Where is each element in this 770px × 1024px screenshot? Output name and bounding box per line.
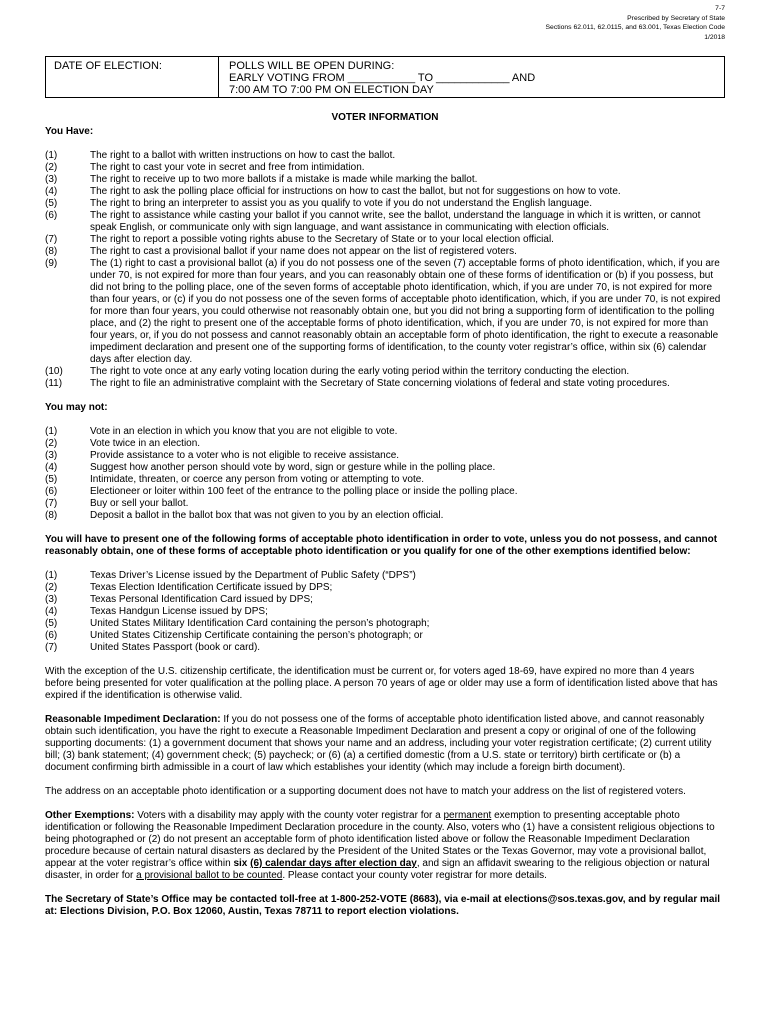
- item-text: The right to a ballot with written instructions on how to cast the ballot.: [90, 150, 396, 161]
- document-body: [45, 126, 725, 918]
- item-number: (2): [45, 582, 58, 593]
- list-item: [45, 642, 725, 654]
- other-text-4: . Please contact your county voter registrar for more details.: [282, 870, 547, 881]
- item-number: (5): [45, 618, 58, 629]
- polls-line-3: 7:00 AM TO 7:00 PM ON ELECTION DAY: [229, 84, 434, 96]
- item-text: The right to vote once at any early voting location during the early voting period within the territory conducting the election.: [90, 366, 630, 377]
- list-item: [45, 246, 725, 258]
- form-header: [546, 4, 726, 42]
- six-word: six: [233, 858, 251, 869]
- list-item: [45, 462, 725, 474]
- six-days-phrase: (6) calendar days after election day: [250, 858, 417, 869]
- list-item: [45, 186, 725, 198]
- item-text: Vote twice in an election.: [90, 438, 201, 449]
- item-number: (6): [45, 486, 58, 497]
- item-text: Texas Driver’s License issued by the Department of Public Safety (“DPS”): [90, 570, 416, 581]
- list-item: [45, 378, 725, 390]
- other-exemptions-label: Other Exemptions:: [45, 810, 135, 821]
- list-item: [45, 594, 725, 606]
- id-intro: You will have to present one of the following forms of acceptable photo identification in order to vote, unless you do not possess, and cannot reasonably obtain, one of these forms of acceptable photo identification or you qualify for one of the other exemptions identified below:: [45, 534, 718, 557]
- item-number: (4): [45, 462, 58, 473]
- list-item: [45, 366, 725, 378]
- item-text: Deposit a ballot in the ballot box that was not given to you by an election official.: [90, 510, 444, 521]
- list-item: [45, 210, 725, 234]
- item-text: Buy or sell your ballot.: [90, 498, 189, 509]
- item-number: (3): [45, 174, 58, 185]
- exception-paragraph: With the exception of the U.S. citizenship certificate, the identification must be current or, for voters aged 18-69, have expired no more than 4 years before being presented for voter qualification at the polling place. A person 70 years of age or older may use a form of identification listed above that has expired if the identification is otherwise valid.: [45, 666, 718, 701]
- other-exemptions-paragraph: [45, 810, 725, 882]
- code-sections: Sections 62.011, 62.0115, and 63.001, Texas Election Code: [545, 24, 725, 31]
- list-item: [45, 510, 725, 522]
- item-number: (1): [45, 150, 58, 161]
- you-may-not-heading: You may not:: [45, 402, 108, 413]
- item-number: (4): [45, 606, 58, 617]
- item-number: (6): [45, 210, 58, 221]
- list-item: [45, 606, 725, 618]
- item-text: United States Citizenship Certificate containing the person’s photograph; or: [90, 630, 423, 641]
- list-item: [45, 486, 725, 498]
- item-text: The right to cast your vote in secret and free from intimidation.: [90, 162, 365, 173]
- item-number: (2): [45, 438, 58, 449]
- you-have-list: [45, 150, 725, 390]
- other-text-1: Voters with a disability may apply with the county voter registrar for a: [134, 810, 444, 821]
- address-paragraph: The address on an acceptable photo identification or a supporting document does not have to match your address on the list of registered voters.: [45, 786, 686, 797]
- item-text: The right to ask the polling place official for instructions on how to cast the ballot, but not for suggestions on how to vote.: [90, 186, 621, 197]
- item-text: United States Passport (book or card).: [90, 642, 261, 653]
- item-number: (8): [45, 510, 58, 521]
- list-item: [45, 582, 725, 594]
- item-number: (3): [45, 450, 58, 461]
- rid-text: If you do not possess one of the forms of acceptable photo identification listed above, and cannot reasonably obtain such identification, you have the right to execute a Reasonable Impediment Declaration and present a copy or original of one of the following supporting documents: (1) a government document that shows your name and an address, including your voter registration certificate; (2) current utility bill; (3) bank statement; (4) government check; (5) paycheck; or (6) (a) a certified domestic (from a U.S. state or territory) birth certificate or (b) a document confirming birth admissible in a court of law which establishes your identity (which may include a foreign birth document).: [45, 714, 712, 773]
- item-number: (3): [45, 594, 58, 605]
- contact-paragraph: The Secretary of State’s Office may be contacted toll-free at 1-800-252-VOTE (8683), via e-mail at elections@sos.texas.gov, and by regular mail at: Elections Division, P.O. Box 12060, Austin, Texas 78711 to report election violations.: [45, 894, 720, 917]
- item-number: (6): [45, 630, 58, 641]
- item-number: (10): [45, 366, 63, 377]
- form-number: 7-7: [715, 5, 725, 12]
- item-text: Provide assistance to a voter who is not eligible to receive assistance.: [90, 450, 400, 461]
- polls-line-1: POLLS WILL BE OPEN DURING:: [229, 60, 395, 72]
- date-of-election-label: DATE OF ELECTION:: [54, 60, 162, 72]
- list-item: [45, 234, 725, 246]
- id-list: [45, 570, 725, 654]
- list-item: [45, 198, 725, 210]
- item-number: (11): [45, 378, 63, 389]
- prescribed-by: Prescribed by Secretary of State: [627, 14, 725, 22]
- page-title: VOTER INFORMATION: [331, 112, 439, 123]
- list-item: [45, 618, 725, 630]
- item-text: Electioneer or loiter within 100 feet of the entrance to the polling place or inside the polling place.: [90, 486, 518, 497]
- item-number: (7): [45, 498, 58, 509]
- list-item: [45, 426, 725, 438]
- rid-label: Reasonable Impediment Declaration:: [45, 714, 221, 725]
- list-item: [45, 162, 725, 174]
- item-number: (7): [45, 234, 58, 245]
- polls-open-cell: [219, 57, 724, 97]
- item-text: The right to report a possible voting rights abuse to the Secretary of State or to your local election official.: [90, 234, 554, 245]
- item-number: (5): [45, 198, 58, 209]
- form-date: 1/2018: [704, 33, 725, 41]
- election-info-box: [45, 56, 725, 98]
- item-number: (1): [45, 570, 58, 581]
- polls-line-2: EARLY VOTING FROM ___________ TO ____________ AND: [229, 72, 536, 84]
- item-text: Intimidate, threaten, or coerce any person from voting or attempting to vote.: [90, 474, 425, 485]
- list-item: [45, 570, 725, 582]
- item-number: (2): [45, 162, 58, 173]
- list-item: [45, 630, 725, 642]
- item-number: (4): [45, 186, 58, 197]
- other-text-2: exemption to presenting acceptable photo identification or following the Reasonable Impediment Declaration procedure in the county. Also, voters who (1) have a consistent religious objections to being photographed or (2) do not present an acceptable form of photo identification listed above or follow the Reasonable Impediment Declaration procedure because of certain natural disasters as declared by the President of the United States or the Texas Governor, may vote a provisional ballot, appear at the voter registrar’s office within: [45, 810, 715, 869]
- list-item: [45, 450, 725, 462]
- item-text: Vote in an election in which you know that you are not eligible to vote.: [90, 426, 398, 437]
- item-text: The (1) right to cast a provisional ballot (a) if you do not possess one of the seven (7) acceptable forms of photo identification, which, if you are under 70, is not expired for more than four years, and you can reasonably obtain one of these forms of identification or (b) if you possess, but did not bring to the polling place, one of the seven forms of acceptable photo identification, which, if you are under 70, is not expired for more than four years, or (c) if you do not possess one of the seven forms of acceptable photo identification, which, if you are under 70, is not expired for more than four years, you could otherwise not reasonably obtain one, but you did not bring a supporting form of identification to the polling place, and (2) the right to present one of the acceptable forms of photo identification, which, if you are under 70, is not expired for more than four years, or, if you do not possess and cannot reasonably obtain an acceptable form of photo identification, the right to execute a reasonable impediment declaration and present one of the supporting forms of identification, to the county voter registrar’s office, within six (6) calendar days after election day.: [90, 258, 721, 365]
- item-number: (1): [45, 426, 58, 437]
- list-item: [45, 258, 725, 366]
- other-text-3: , and sign an affidavit swearing to the religious objection or natural disaster, in order for: [45, 858, 710, 881]
- item-text: The right to file an administrative complaint with the Secretary of State concerning violations of federal and state voting procedures.: [90, 378, 670, 389]
- item-text: Suggest how another person should vote by word, sign or gesture while in the polling place.: [90, 462, 496, 473]
- item-number: (9): [45, 258, 58, 269]
- item-text: Texas Election Identification Certificate issued by DPS;: [90, 582, 333, 593]
- item-number: (8): [45, 246, 58, 257]
- item-text: The right to cast a provisional ballot if your name does not appear on the list of registered voters.: [90, 246, 517, 257]
- item-text: United States Military Identification Card containing the person’s photograph;: [90, 618, 430, 629]
- you-have-heading: You Have:: [45, 126, 94, 137]
- item-number: (7): [45, 642, 58, 653]
- item-text: The right to assistance while casting your ballot if you cannot write, see the ballot, understand the language in which it is written, or cannot speak English, or communicate only with sign language, and want assistance in communicating with election officials.: [90, 210, 701, 233]
- provisional-phrase: a provisional ballot to be counted: [136, 870, 283, 881]
- you-may-not-list: [45, 426, 725, 522]
- list-item: [45, 438, 725, 450]
- item-text: The right to receive up to two more ballots if a mistake is made while marking the ballot.: [90, 174, 478, 185]
- list-item: [45, 150, 725, 162]
- permanent-word: permanent: [443, 810, 492, 821]
- list-item: [45, 174, 725, 186]
- item-number: (5): [45, 474, 58, 485]
- list-item: [45, 474, 725, 486]
- reasonable-impediment-paragraph: [45, 714, 725, 774]
- item-text: The right to bring an interpreter to assist you as you qualify to vote if you do not understand the English language.: [90, 198, 592, 209]
- item-text: Texas Personal Identification Card issued by DPS;: [90, 594, 313, 605]
- list-item: [45, 498, 725, 510]
- item-text: Texas Handgun License issued by DPS;: [90, 606, 268, 617]
- date-of-election-cell: [46, 57, 219, 97]
